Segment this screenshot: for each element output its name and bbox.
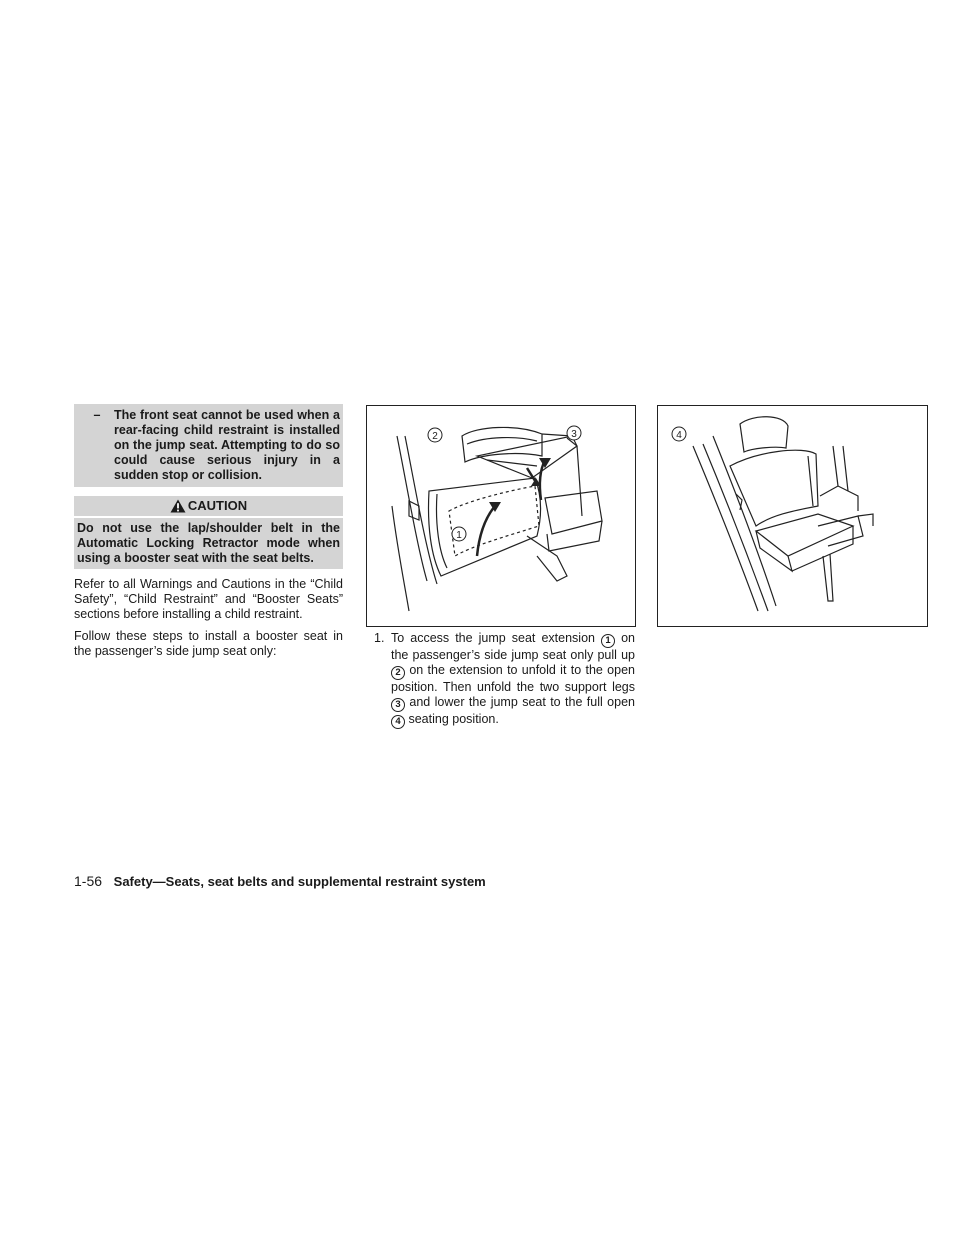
warning-text: The front seat cannot be used when a rear-facing child restraint is installed on the jump seat. Attempting to do so could cause serious injury in a sudden stop or collision. xyxy=(114,408,340,482)
callout-1-marker: 1 xyxy=(601,634,615,648)
figure-jump-seat-extension xyxy=(366,405,636,627)
step-number: 1. xyxy=(374,631,385,645)
callout-2-label: 2 xyxy=(432,431,438,442)
warning-item xyxy=(80,408,340,483)
step-text-part: and lower the jump seat to the full open xyxy=(409,695,635,709)
step-text xyxy=(391,631,635,729)
warning-triangle-icon xyxy=(170,499,186,513)
page-footer xyxy=(74,873,486,889)
paragraph-refer: Refer to all Warnings and Cautions in the “Child Safety”, “Child Restraint” and “Booster Seats” sections before installing a child restraint. xyxy=(74,577,343,621)
callout-4-marker: 4 xyxy=(391,715,405,729)
step-1 xyxy=(374,631,635,729)
callout-4-label: 4 xyxy=(676,430,682,441)
callout-2-marker: 2 xyxy=(391,666,405,680)
callout-3-label: 3 xyxy=(571,429,577,440)
step-text-part: seating position. xyxy=(408,712,499,726)
figure-jump-seat-open xyxy=(657,405,928,627)
page-number: 1-56 xyxy=(74,873,103,889)
callout-3-marker: 3 xyxy=(391,698,405,712)
left-column xyxy=(74,404,343,666)
caution-heading xyxy=(74,496,343,516)
paragraph-follow: Follow these steps to install a booster seat in the passenger’s side jump seat only: xyxy=(74,629,343,658)
jump-seat-extension-illustration xyxy=(367,406,635,626)
step-text-part: on the passenger’s side jump seat only pull up xyxy=(391,631,635,662)
warning-dash: – xyxy=(93,408,101,422)
step-text-part: To access the jump seat extension xyxy=(391,631,595,645)
warning-box xyxy=(74,404,343,487)
callout-1-label: 1 xyxy=(456,530,462,541)
step-text-part: on the extension to unfold it to the open position. Then unfold the two support legs xyxy=(391,663,635,694)
caution-label: CAUTION xyxy=(187,498,248,513)
caution-text: Do not use the lap/shoulder belt in the Automatic Locking Retractor mode when using a booster seat with the seat belts. xyxy=(74,518,343,569)
jump-seat-open-illustration xyxy=(658,406,927,626)
section-title: Safety—Seats, seat belts and supplemental restraint system xyxy=(113,874,486,889)
